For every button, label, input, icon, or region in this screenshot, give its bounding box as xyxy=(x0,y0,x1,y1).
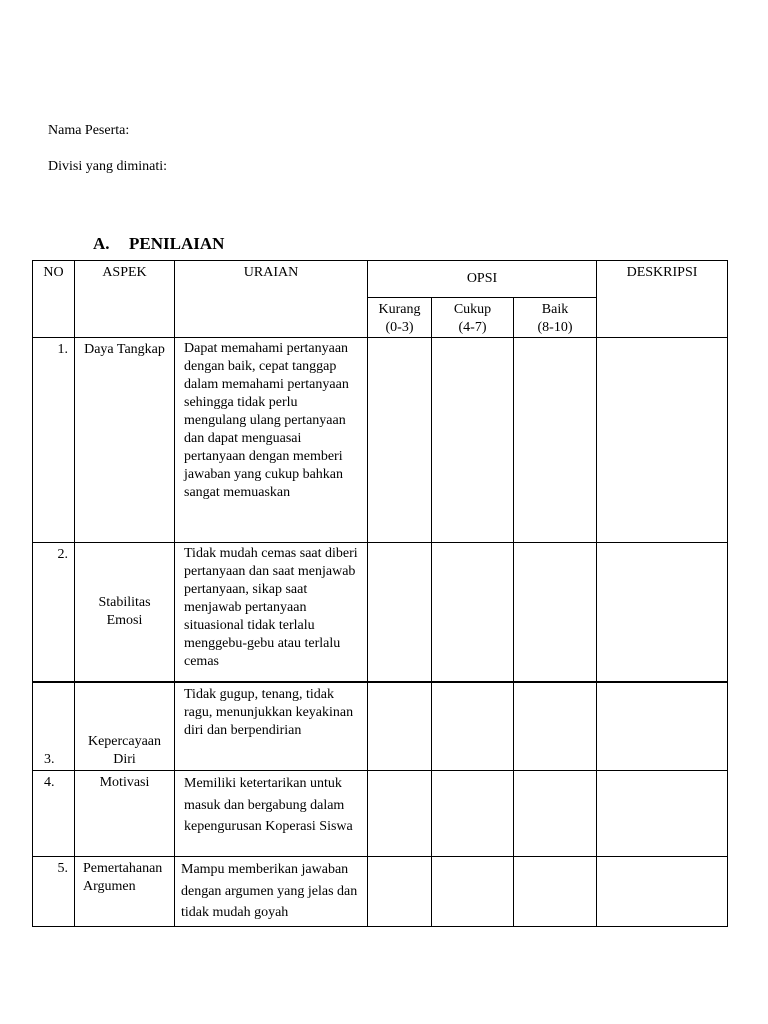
table-row xyxy=(33,682,728,771)
header-deskripsi: DESKRIPSI xyxy=(597,261,728,338)
section-title: PENILAIAN xyxy=(129,234,225,253)
score-cukup-cell[interactable] xyxy=(432,338,514,543)
row-aspek: Stabilitas Emosi xyxy=(75,543,175,682)
score-kurang-cell[interactable] xyxy=(368,543,432,682)
header-baik-label: Baik xyxy=(541,302,569,317)
assessment-table xyxy=(32,260,728,927)
row-number: 4. xyxy=(33,771,75,857)
participant-name-label: Nama Peserta: xyxy=(48,123,130,138)
row-number: 1. xyxy=(33,338,75,543)
row-uraian: Tidak mudah cemas saat diberi pertanyaan dan saat menjawab pertanyaan, sikap saat menjawab pertanyaan situasional tidak terlalu menggebu-gebu atau terlalu cemas xyxy=(175,543,368,682)
header-uraian: URAIAN xyxy=(175,261,368,338)
row-number: 3. xyxy=(33,682,75,771)
header-kurang-label: Kurang xyxy=(378,302,421,317)
row-aspek: Kepercayaan Diri xyxy=(75,682,175,771)
header-kurang-range: (0-3) xyxy=(385,320,414,335)
score-kurang-cell[interactable] xyxy=(368,771,432,857)
row-aspek: Daya Tangkap xyxy=(75,338,175,543)
section-letter: A. xyxy=(93,234,110,253)
row-uraian: Memiliki ketertarikan untuk masuk dan bergabung dalam kepengurusan Koperasi Siswa xyxy=(175,771,368,857)
table-row xyxy=(33,543,728,682)
description-cell[interactable] xyxy=(597,543,728,682)
row-uraian: Dapat memahami pertanyaan dengan baik, cepat tanggap dalam memahami pertanyaan sehingga tidak perlu mengulang ulang pertanyaan dan dapat menguasai pertanyaan dengan memberi jawaban yang cukup bahkan sangat memuaskan xyxy=(175,338,368,543)
table-row xyxy=(33,338,728,543)
header-cukup-range: (4-7) xyxy=(458,320,487,335)
row-uraian: Tidak gugup, tenang, tidak ragu, menunjukkan keyakinan diri dan berpendirian xyxy=(175,682,368,771)
header-cukup xyxy=(432,298,514,338)
score-baik-cell[interactable] xyxy=(514,857,597,927)
table-row xyxy=(33,857,728,927)
score-kurang-cell[interactable] xyxy=(368,338,432,543)
header-kurang xyxy=(368,298,432,338)
section-heading xyxy=(93,234,224,254)
division-label: Divisi yang diminati: xyxy=(48,159,167,174)
score-kurang-cell[interactable] xyxy=(368,682,432,771)
description-cell[interactable] xyxy=(597,682,728,771)
row-aspek: Motivasi xyxy=(75,771,175,857)
score-cukup-cell[interactable] xyxy=(432,682,514,771)
table-row xyxy=(33,771,728,857)
score-kurang-cell[interactable] xyxy=(368,857,432,927)
row-uraian: Mampu memberikan jawaban dengan argumen yang jelas dan tidak mudah goyah xyxy=(175,857,368,927)
header-baik-range: (8-10) xyxy=(537,320,573,335)
score-baik-cell[interactable] xyxy=(514,771,597,857)
score-baik-cell[interactable] xyxy=(514,682,597,771)
description-cell[interactable] xyxy=(597,771,728,857)
row-aspek: Pemertahanan Argumen xyxy=(75,857,175,927)
row-number: 2. xyxy=(33,543,75,682)
score-baik-cell[interactable] xyxy=(514,543,597,682)
description-cell[interactable] xyxy=(597,338,728,543)
header-no: NO xyxy=(33,261,75,338)
score-cukup-cell[interactable] xyxy=(432,857,514,927)
header-baik xyxy=(514,298,597,338)
score-baik-cell[interactable] xyxy=(514,338,597,543)
header-aspek: ASPEK xyxy=(75,261,175,338)
header-opsi: OPSI xyxy=(368,261,597,298)
description-cell[interactable] xyxy=(597,857,728,927)
header-cukup-label: Cukup xyxy=(453,302,492,317)
score-cukup-cell[interactable] xyxy=(432,543,514,682)
row-number: 5. xyxy=(33,857,75,927)
score-cukup-cell[interactable] xyxy=(432,771,514,857)
